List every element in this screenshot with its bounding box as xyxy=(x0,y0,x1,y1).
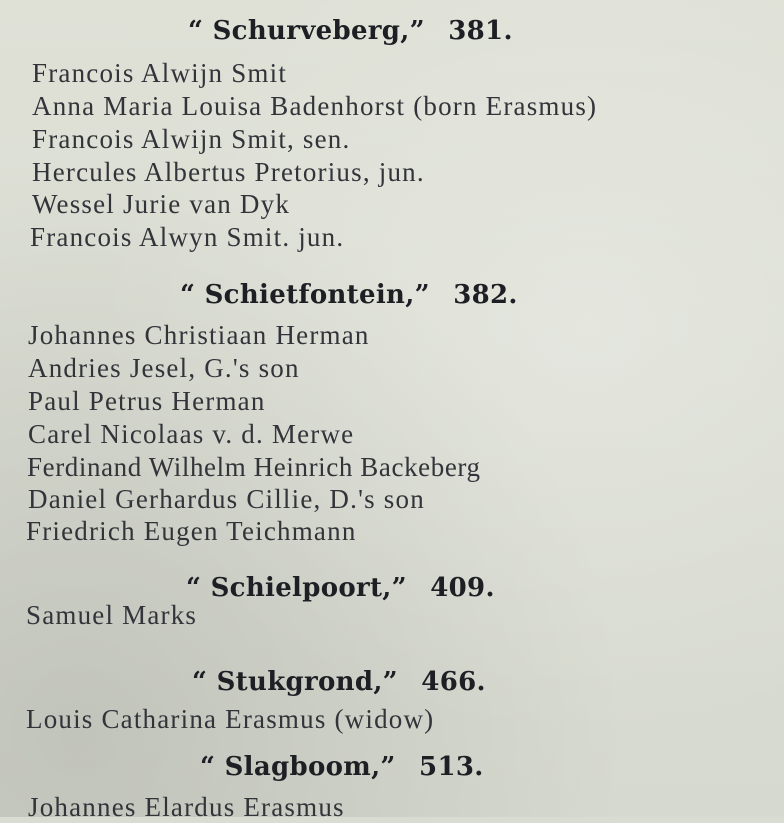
entry: Samuel Marks xyxy=(26,600,198,630)
entry: Johannes Elardus Erasmus xyxy=(28,792,345,822)
entry: Andries Jesel, G.'s son xyxy=(28,353,300,383)
entry: Wessel Jurie van Dyk xyxy=(32,189,291,219)
entry: Daniel Gerhardus Cillie, D.'s son xyxy=(28,484,425,514)
section-heading-schielpoort: “ Schielpoort,” 409. xyxy=(186,573,495,603)
section-name: Stukgrond xyxy=(216,667,374,697)
section-name: Schielpoort xyxy=(210,573,383,603)
section-number: 513 xyxy=(419,752,475,782)
entry: Louis Catharina Erasmus (widow) xyxy=(26,704,435,734)
entry: Francois Alwyn Smit. jun. xyxy=(30,222,345,252)
entry: Ferdinand Wilhelm Heinrich Backeberg xyxy=(27,452,481,482)
entry: Carel Nicolaas v. d. Merwe xyxy=(28,419,355,449)
section-name: Slagboom xyxy=(224,752,372,782)
section-heading-stukgrond: “ Stukgrond,” 466. xyxy=(192,667,486,697)
section-heading-slagboom: “ Slagboom,” 513. xyxy=(200,752,484,782)
entry: Francois Alwijn Smit xyxy=(32,58,288,88)
entry: Friedrich Eugen Teichmann xyxy=(26,516,357,546)
section-number: 382 xyxy=(453,280,509,310)
section-number: 381 xyxy=(448,16,504,46)
section-number: 466 xyxy=(421,667,477,697)
entry: Hercules Albertus Pretorius, jun. xyxy=(32,157,425,187)
entry: Johannes Christiaan Herman xyxy=(28,320,370,350)
entry: Francois Alwijn Smit, sen. xyxy=(32,124,351,154)
entry: Anna Maria Louisa Badenhorst (born Erasmus) xyxy=(32,91,598,121)
section-heading-schurveberg: “ Schurveberg,” 381. xyxy=(188,16,513,46)
section-name: Schietfontein xyxy=(204,280,406,310)
section-heading-schietfontein: “ Schietfontein,” 382. xyxy=(180,280,518,310)
section-name: Schurveberg xyxy=(212,16,401,46)
entry: Paul Petrus Herman xyxy=(28,386,266,416)
section-number: 409 xyxy=(430,573,486,603)
